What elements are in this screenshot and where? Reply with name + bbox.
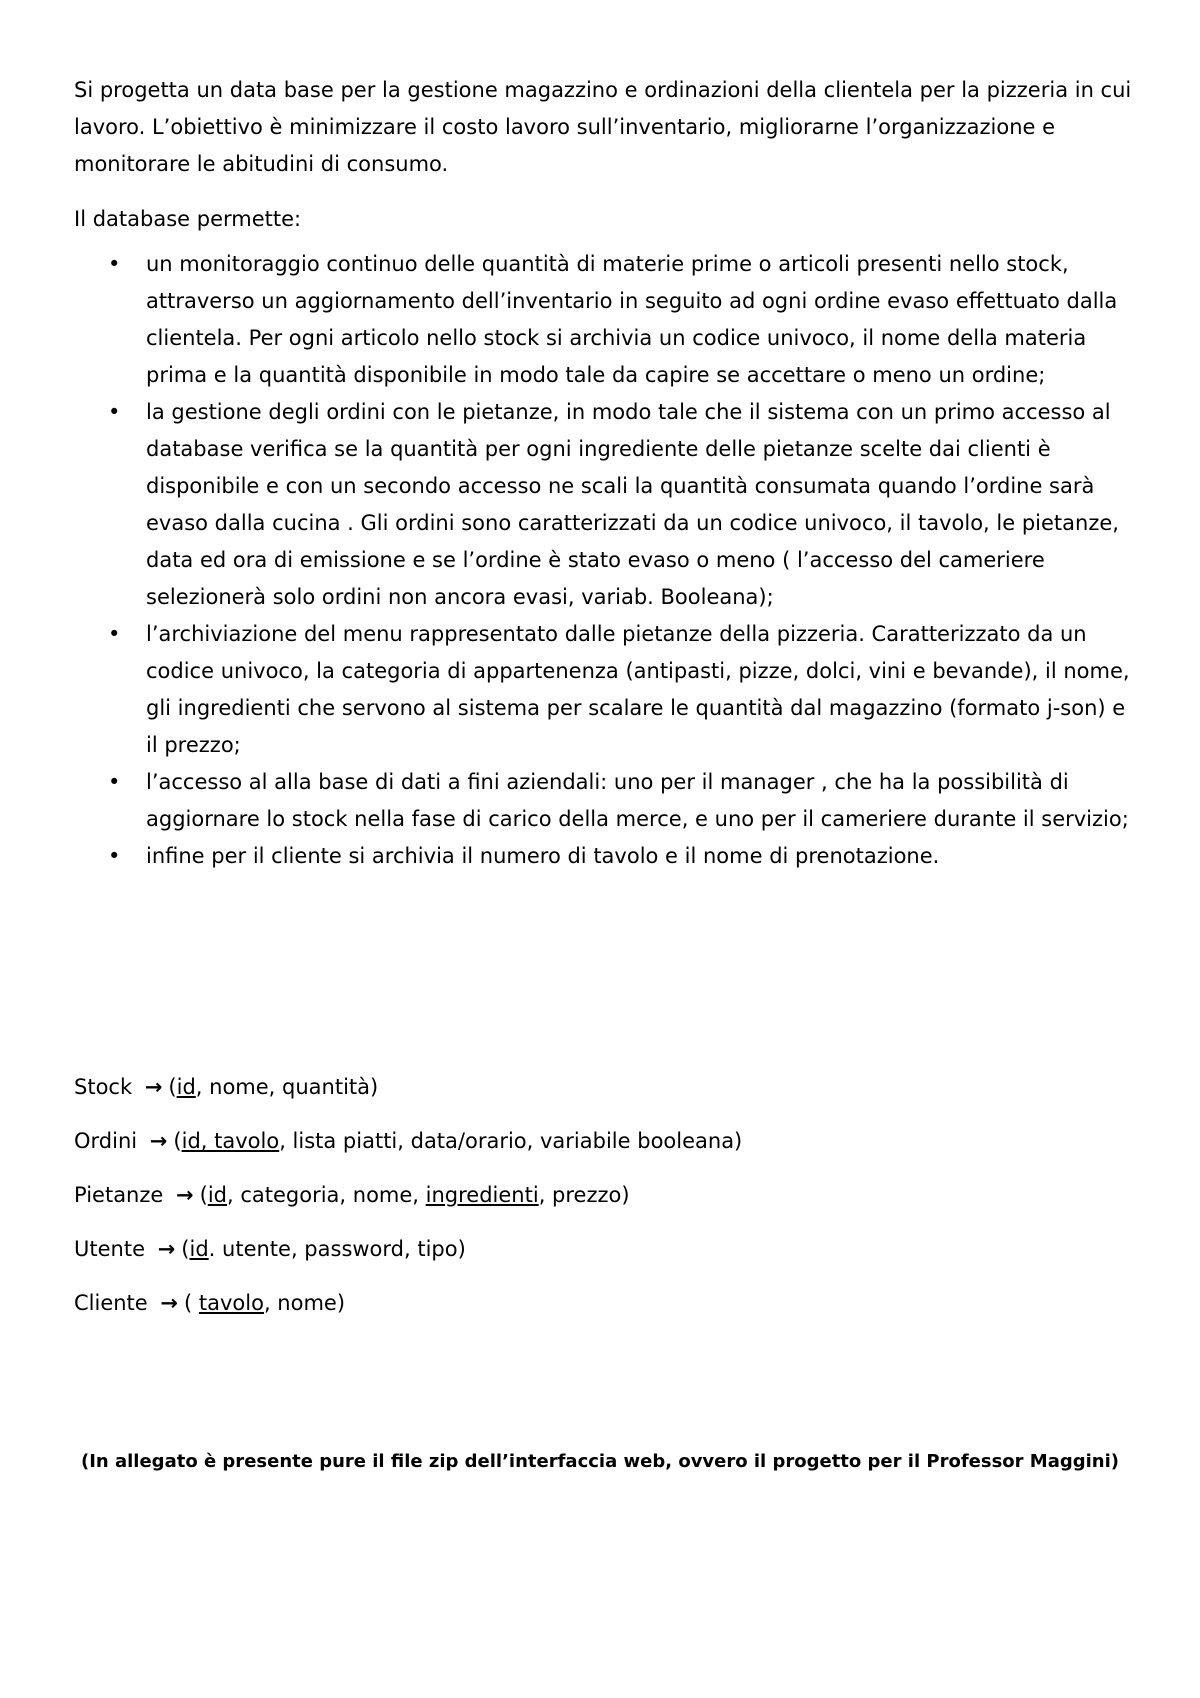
list-item-text: infine per il cliente si archivia il numero di tavolo e il nome di prenotazione. xyxy=(146,844,940,868)
foreign-key: ingredienti xyxy=(425,1183,539,1207)
schema-row-stock xyxy=(74,1070,1134,1104)
arrow-right-icon: → xyxy=(160,1291,179,1315)
list-item xyxy=(74,394,1134,616)
attributes: , nome) xyxy=(263,1291,346,1315)
attributes: , categoria, nome, xyxy=(226,1183,426,1207)
table-name: Pietanze xyxy=(74,1183,164,1207)
primary-key: id, tavolo xyxy=(181,1129,280,1153)
attributes: , prezzo) xyxy=(538,1183,630,1207)
primary-key: id xyxy=(176,1075,196,1099)
paren-open: ( xyxy=(181,1237,190,1261)
schema-row-utente xyxy=(74,1232,1134,1266)
arrow-right-icon: → xyxy=(157,1237,176,1261)
arrow-right-icon: → xyxy=(176,1183,194,1207)
schema-row-pietanze xyxy=(74,1178,1134,1212)
bullet-icon: • xyxy=(108,844,121,868)
paren-open: ( xyxy=(168,1075,177,1099)
paren-open: ( xyxy=(173,1129,182,1153)
primary-key: id xyxy=(207,1183,227,1207)
arrow-right-icon: → xyxy=(149,1129,168,1153)
attachment-note: (In allegato è presente pure il file zip dell’interfaccia web, ovvero il progetto per il Professor Maggini) xyxy=(80,1451,1120,1472)
bullet-icon: • xyxy=(108,770,121,794)
table-name: Cliente xyxy=(74,1291,148,1315)
bullet-icon: • xyxy=(108,622,121,646)
bullet-icon: • xyxy=(108,252,121,276)
list-item xyxy=(74,246,1134,394)
table-name: Ordini xyxy=(74,1129,138,1153)
primary-key: tavolo xyxy=(198,1291,264,1315)
schema-row-cliente xyxy=(74,1286,1134,1320)
paren-open: ( xyxy=(184,1291,199,1315)
list-item-text: un monitoraggio continuo delle quantità di materie prime o articoli presenti nello stock, attraverso un aggiornamento dell’inventario in seguito ad ogni ordine evaso effettuato dalla clientela. Per ogni articolo nello stock si archivia un codice univoco, il nome della materia prima e la quantità disponibile in modo tale da capire se accettare o meno un ordine; xyxy=(146,252,1118,387)
list-item xyxy=(74,616,1134,764)
table-name: Stock xyxy=(74,1075,133,1099)
lead-sentence: Il database permette: xyxy=(74,207,302,231)
relational-schema xyxy=(74,1070,1134,1340)
list-item xyxy=(74,764,1134,838)
attributes: , lista piatti, data/orario, variabile booleana) xyxy=(279,1129,743,1153)
primary-key: id xyxy=(189,1237,209,1261)
list-item xyxy=(74,838,1134,875)
schema-row-ordini xyxy=(74,1124,1134,1158)
bullet-icon: • xyxy=(108,400,121,424)
table-name: Utente xyxy=(74,1237,145,1261)
paren-open: ( xyxy=(199,1183,208,1207)
intro-paragraph: Si progetta un data base per la gestione magazzino e ordinazioni della clientela per la pizzeria in cui lavoro. L’obiettivo è minimizzare il costo lavoro sull’inventario, migliorarne l’organizzazione e monitorare le abitudini di consumo. xyxy=(74,78,1132,176)
list-item-text: l’archiviazione del menu rappresentato dalle pietanze della pizzeria. Caratterizzato da un codice univoco, la categoria di appartenenza (antipasti, pizze, dolci, vini e bevande), il nome, gli ingredienti che servono al sistema per scalare le quantità dal magazzino (formato j-son) e il prezzo; xyxy=(146,622,1130,757)
attributes: , nome, quantità) xyxy=(195,1075,379,1099)
list-item-text: l’accesso al alla base di dati a fini aziendali: uno per il manager , che ha la possibilità di aggiornare lo stock nella fase di carico della merce, e uno per il cameriere durante il servizio; xyxy=(146,770,1129,831)
arrow-right-icon: → xyxy=(144,1075,163,1099)
list-item-text: la gestione degli ordini con le pietanze, in modo tale che il sistema con un primo accesso al database verifica se la quantità per ogni ingrediente delle pietanze scelte dai clienti è disponibile e con un secondo accesso ne scali la quantità consumata quando l’ordine sarà evaso dalla cucina . Gli ordini sono caratterizzati da un codice univoco, il tavolo, le pietanze, data ed ora di emissione e se l’ordine è stato evaso o meno ( l’accesso del cameriere selezionerà solo ordini non ancora evasi, variab. Booleana); xyxy=(146,400,1119,609)
document-body xyxy=(74,72,1134,875)
feature-list xyxy=(74,246,1134,875)
attributes: . utente, password, tipo) xyxy=(208,1237,466,1261)
